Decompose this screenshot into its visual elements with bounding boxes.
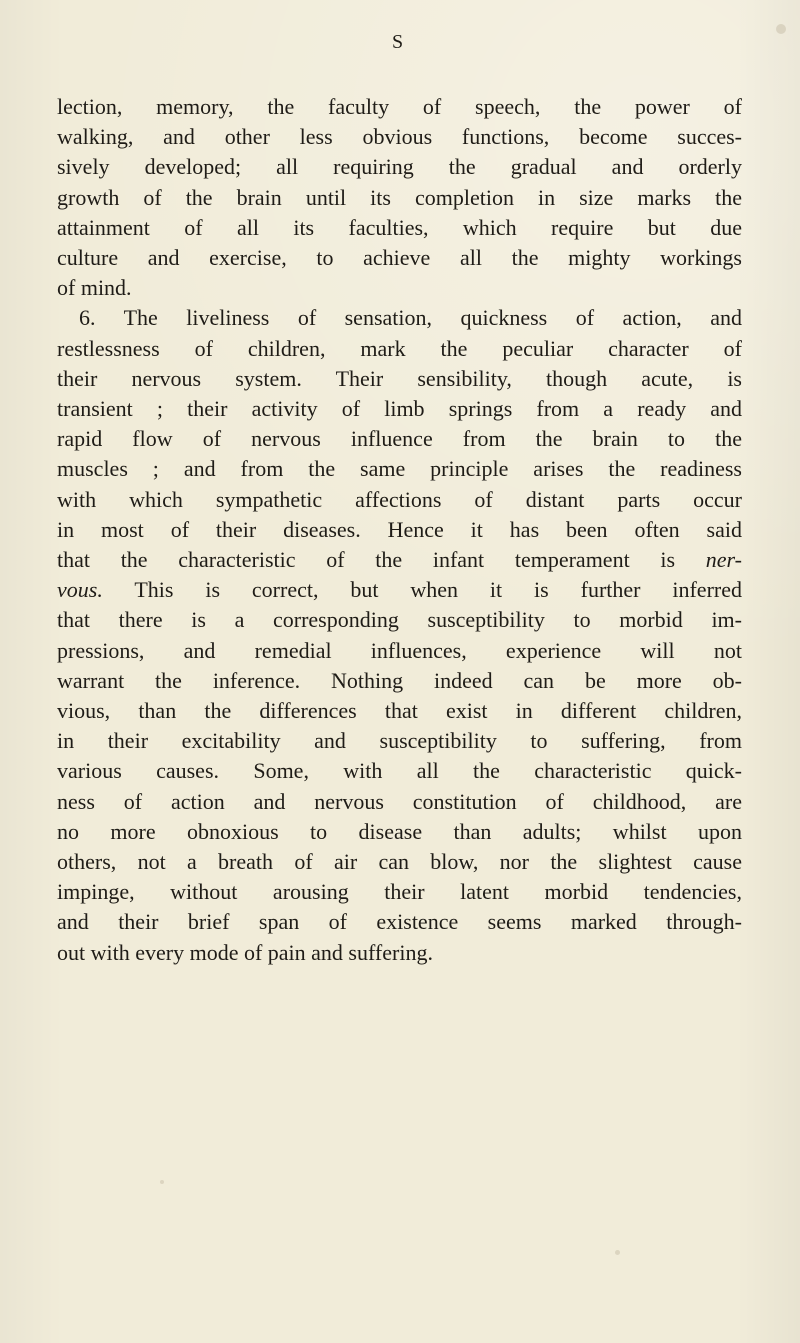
text-line: that the characteristic of the infant temperament is ner- <box>57 547 742 573</box>
text-line: that there is a corresponding susceptibility to morbid im- <box>57 607 742 633</box>
text-line: vious, than the differences that exist in different children, <box>57 698 742 724</box>
text-line: in most of their diseases. Hence it has been often said <box>57 516 742 542</box>
paper-blemish <box>615 1250 620 1255</box>
text-line: sively developed; all requiring the gradual and orderly <box>57 154 742 180</box>
text-line: with which sympathetic affections of distant parts occur <box>57 486 742 512</box>
text-line: 6. The liveliness of sensation, quickness of action, and <box>79 305 742 331</box>
signature-mark: S <box>392 31 404 53</box>
text-line: various causes. Some, with all the characteristic quick- <box>57 758 742 784</box>
text-line: transient ; their activity of limb springs from a ready and <box>57 396 742 422</box>
italic-word: ner- <box>705 547 742 573</box>
text-line: their nervous system. Their sensibility, though acute, is <box>57 365 742 391</box>
text-line: walking, and other less obvious functions, become succes- <box>57 124 742 150</box>
text-line: no more obnoxious to disease than adults; whilst upon <box>57 818 742 844</box>
text-line: culture and exercise, to achieve all the mighty workings <box>57 245 742 271</box>
paper-blemish <box>160 1180 164 1184</box>
text-line: in their excitability and susceptibility to suffering, from <box>57 728 742 754</box>
text-line: restlessness of children, mark the peculiar character of <box>57 335 742 361</box>
text-line: attainment of all its faculties, which require but due <box>57 214 742 240</box>
text-line: vous. This is correct, but when it is further inferred <box>57 577 742 603</box>
text-line: of mind. <box>57 275 132 301</box>
text-line: others, not a breath of air can blow, nor the slightest cause <box>57 849 742 875</box>
text-line: growth of the brain until its completion in size marks the <box>57 184 742 210</box>
text-line: ness of action and nervous constitution of childhood, are <box>57 788 742 814</box>
main-text-block <box>57 92 742 968</box>
text-line: pressions, and remedial influences, experience will not <box>57 637 742 663</box>
italic-word: vous. <box>57 577 103 603</box>
text-line: impinge, without arousing their latent morbid tendencies, <box>57 879 742 905</box>
text-line: warrant the inference. Nothing indeed can be more ob- <box>57 667 742 693</box>
text-line: muscles ; and from the same principle arises the readiness <box>57 456 742 482</box>
text-line: out with every mode of pain and suffering. <box>57 939 433 965</box>
text-line: lection, memory, the faculty of speech, the power of <box>57 94 742 119</box>
paper-blemish <box>776 24 786 34</box>
text-line: and their brief span of existence seems marked through- <box>57 909 742 935</box>
text-line: rapid flow of nervous influence from the brain to the <box>57 426 742 452</box>
